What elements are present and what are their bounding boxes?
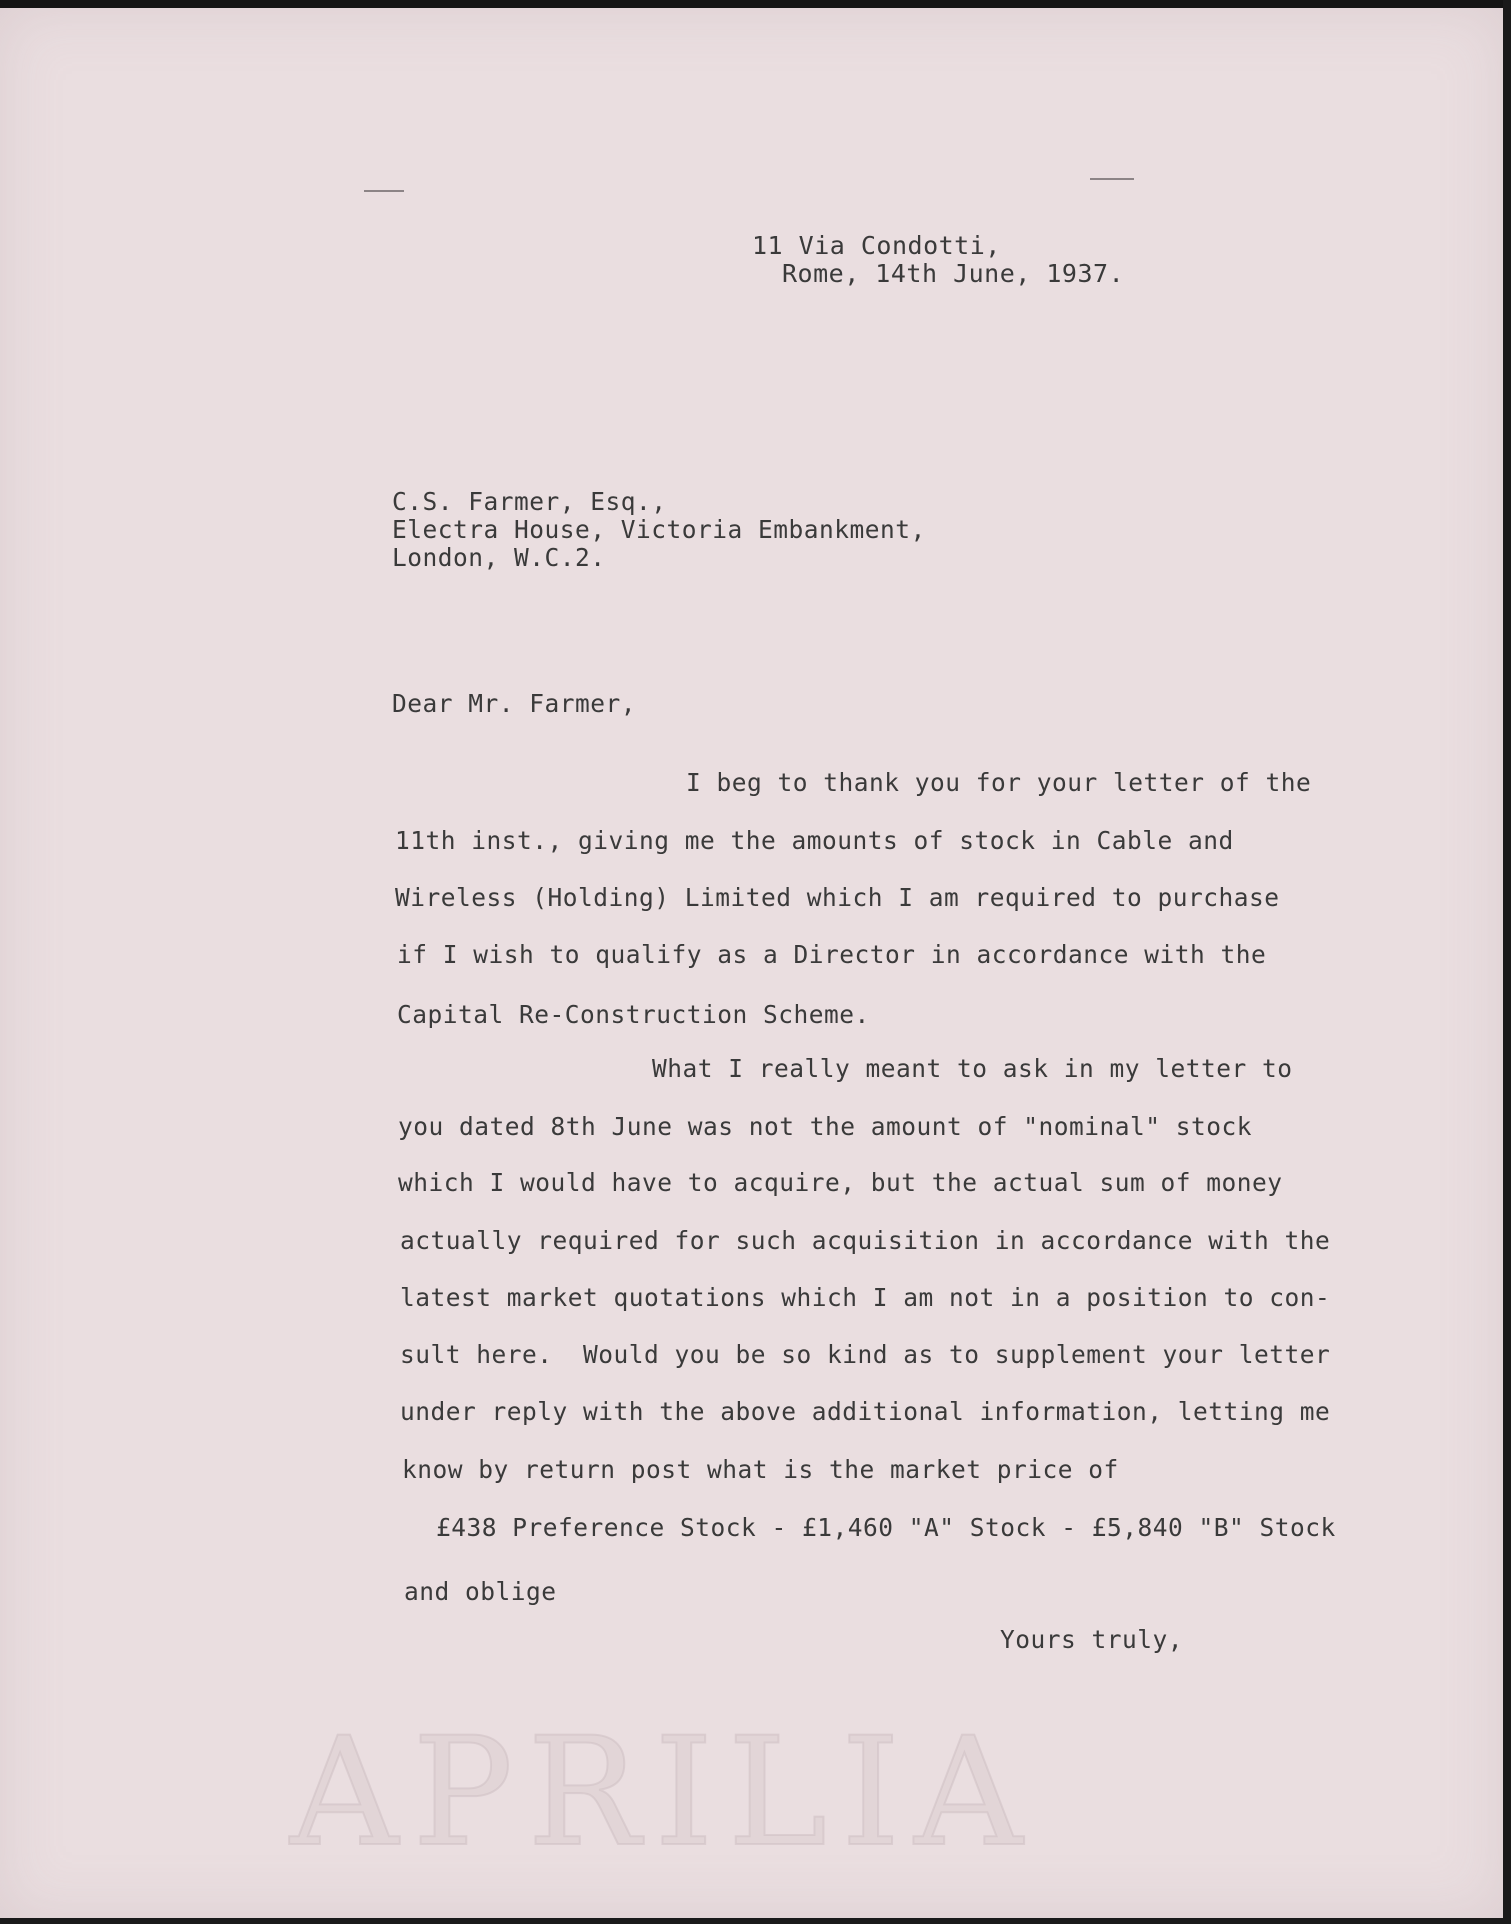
body-line: I beg to thank you for your letter of the <box>686 768 1312 797</box>
body-line: which I would have to acquire, but the actual sum of money <box>398 1168 1283 1197</box>
body-line: if I wish to qualify as a Director in accordance with the <box>397 940 1267 969</box>
margin-mark-left <box>364 190 404 192</box>
scan-edge-right <box>1503 0 1511 1924</box>
margin-mark-right <box>1090 178 1134 180</box>
body-line: latest market quotations which I am not in a position to con- <box>400 1283 1331 1312</box>
paper-watermark: APRILIA <box>290 1706 1037 1880</box>
body-line: 11th inst., giving me the amounts of stock in Cable and <box>395 826 1234 855</box>
salutation: Dear Mr. Farmer, <box>392 689 637 718</box>
stock-amounts-line: £438 Preference Stock - £1,460 "A" Stock - £5,840 "B" Stock <box>436 1513 1336 1542</box>
body-line: under reply with the above additional information, letting me <box>400 1397 1331 1426</box>
body-line: actually required for such acquisition in accordance with the <box>400 1226 1331 1255</box>
recipient-city: London, W.C.2. <box>392 543 606 572</box>
scan-edge-bottom <box>0 1918 1511 1924</box>
body-line: Capital Re-Construction Scheme. <box>397 1000 870 1029</box>
sign-off: Yours truly, <box>1000 1625 1184 1654</box>
recipient-name: C.S. Farmer, Esq., <box>392 487 667 516</box>
body-line: Wireless (Holding) Limited which I am required to purchase <box>395 883 1280 912</box>
body-line: know by return post what is the market price of <box>402 1455 1119 1484</box>
body-line: sult here. Would you be so kind as to supplement your letter <box>400 1340 1331 1369</box>
body-line: What I really meant to ask in my letter to <box>652 1054 1293 1083</box>
sender-address-date: Rome, 14th June, 1937. <box>782 259 1125 288</box>
letter-page <box>0 8 1503 1918</box>
recipient-address-line: Electra House, Victoria Embankment, <box>392 515 926 544</box>
closing-line: and oblige <box>404 1577 557 1606</box>
sender-address-street: 11 Via Condotti, <box>752 231 1001 260</box>
body-line: you dated 8th June was not the amount of "nominal" stock <box>398 1112 1253 1141</box>
